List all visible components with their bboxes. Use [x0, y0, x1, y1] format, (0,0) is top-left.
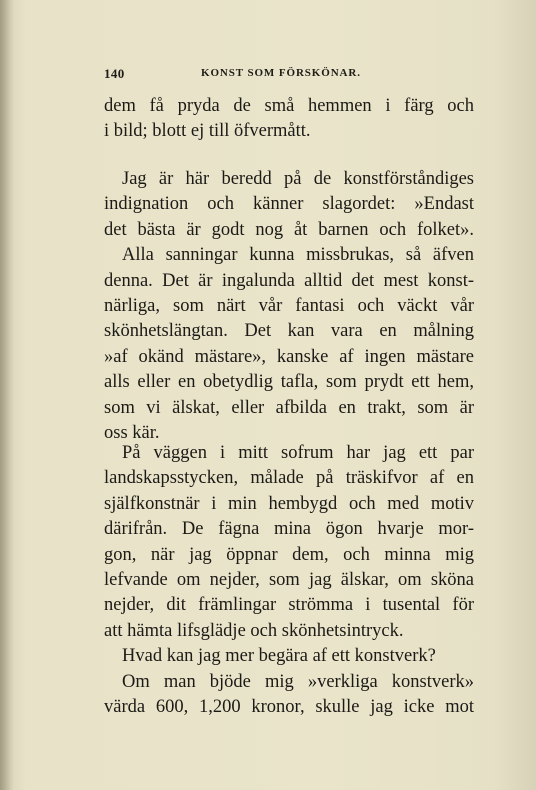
- page-header: [104, 66, 484, 84]
- paragraph-1: [104, 94, 474, 145]
- text-line: lefvande om nejder, som jag älskar, om sköna: [104, 569, 474, 590]
- text-line: Om man bjöde mig »verkliga konstverk»: [122, 671, 474, 692]
- text-line: Hvad kan jag mer begära af ett konstverk?: [122, 646, 436, 667]
- text-line: närliga, som närt vår fantasi och väckt vår: [104, 295, 474, 316]
- text-line: att hämta lifsglädje och skönhetsintryck.: [104, 620, 404, 641]
- page-number: 140: [104, 66, 125, 81]
- text-line: landskapsstycken, målade på träskifvor af en: [104, 468, 474, 489]
- text-line: Jag är här beredd på de konstförståndiges: [122, 169, 474, 189]
- text-line: det bästa är godt nog åt barnen och folket».: [104, 219, 474, 240]
- text-line: denna. Det är ingalunda alltid det mest konst-: [104, 270, 474, 291]
- page-gutter-shadow: [0, 0, 14, 790]
- text-line: Alla sanningar kunna missbrukas, så äfven: [122, 245, 474, 266]
- paragraph-2: [104, 167, 474, 446]
- text-line: dem få pryda de små hemmen i färg och: [104, 96, 474, 116]
- text-line: nejder, dit främlingar strömma i tusental för: [104, 595, 474, 616]
- text-line: alls eller en obetydlig tafla, som prydt ett hem,: [104, 372, 474, 393]
- text-line: »af okänd mästare», kanske af ingen mästare: [104, 346, 474, 367]
- text-line: skönhetslängtan. Det kan vara en målning: [104, 321, 474, 342]
- text-line: oss kär.: [104, 422, 160, 443]
- text-line: därifrån. De fägna mina ögon hvarje mor-: [104, 519, 474, 540]
- text-line: indignation och känner slagordet: »Endast: [104, 194, 474, 215]
- text-line: som vi älskat, eller afbilda en trakt, som är: [104, 397, 474, 418]
- text-line: värda 600, 1,200 kronor, skulle jag icke mot: [104, 696, 474, 717]
- text-line: gon, när jag öppnar dem, och minna mig: [104, 544, 474, 565]
- text-line: På väggen i mitt sofrum har jag ett par: [122, 443, 474, 463]
- running-title: KONST SOM FÖRSKÖNAR.: [201, 67, 361, 79]
- paragraph-3: [104, 441, 474, 720]
- text-line: själfkonstnär i min hembygd och med motiv: [104, 493, 474, 514]
- text-line: i bild; blott ej till öfvermått.: [104, 121, 311, 142]
